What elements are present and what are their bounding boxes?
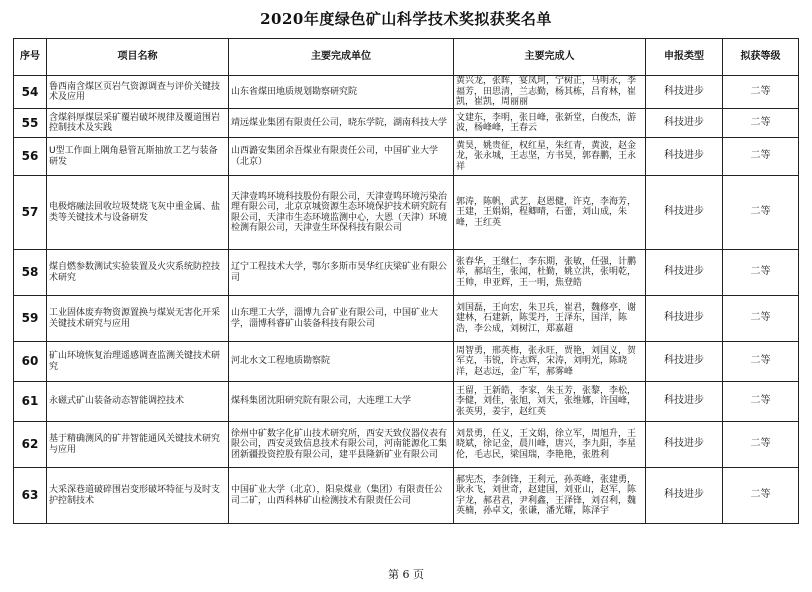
row-number: 59 [14,296,47,342]
completion-people: 张春华，王继仁，李东期，张敏，任强，计鹏举，郝培生，张闻，杜勤，姚立洪，张明乾，王帅，申亚辉，王一明，焦登皓 [454,250,646,296]
project-name: 煤自燃参数测试实验装置及火灾系统防控技术研究 [47,250,229,296]
project-name: 鲁西南含煤区页岩气资源调查与评价关键技术及应用 [47,76,229,109]
completion-people: 郭涛，陈帆，武艺，赵恩健，许克，李海芳，王建，王娟娟，程卿晴，石蕾，刘山成，朱峰，王红英 [454,176,646,250]
table-row [14,176,799,250]
row-number: 63 [14,468,47,524]
award-level: 二等 [723,176,799,250]
completion-people: 刘国磊，王向宏，朱卫兵，崔君，魏修亭，谢建林，石建新，陈雯丹，王泽东，国洋，陈浩，李公成，刘树江，郑嘉超 [454,296,646,342]
award-table [13,38,799,524]
header-org: 主要完成单位 [229,39,454,76]
completion-units: 天津壹鸣环境科技股份有限公司，天津壹鸣环境污染治理有限公司，北京京城资源生态环境保护技术研究院有限公司，天津市生态环境监测中心，大恩（天津）环境检测有限公司，天津壹生环保科技有限公司 [229,176,454,250]
header-level: 拟获等级 [723,39,799,76]
completion-people: 周智勇，邢英梅，张永旺，贾艳，刘国义，贺军克，韦锐，许志辉，宋涛，刘明光，陈晓洋，赵志远，金广军，郝雾峰 [454,342,646,382]
completion-units: 山西潞安集团余吾煤业有限责任公司，中国矿业大学（北京） [229,138,454,176]
project-name: 大采深巷道破碎围岩变形破坏特征与及时支护控制技术 [47,468,229,524]
header-no: 序号 [14,39,47,76]
row-number: 56 [14,138,47,176]
header-type: 申报类型 [646,39,723,76]
award-level: 二等 [723,138,799,176]
project-name: 工业固体废弃物资源置换与煤炭无害化开采关键技术研究与应用 [47,296,229,342]
completion-units: 煤科集团沈阳研究院有限公司，大连理工大学 [229,382,454,422]
award-level: 二等 [723,382,799,422]
completion-units: 山东省煤田地质规划勘察研究院 [229,76,454,109]
award-level: 二等 [723,296,799,342]
award-type: 科技进步 [646,76,723,109]
award-type: 科技进步 [646,296,723,342]
completion-units: 中国矿业大学（北京），阳泉煤业（集团）有限责任公司二矿，山西科林矿山检测技术有限责任公司 [229,468,454,524]
award-type: 科技进步 [646,138,723,176]
project-name: 矿山环境恢复治理遥感调查监测关键技术研究 [47,342,229,382]
table-row [14,468,799,524]
completion-units: 靖远煤业集团有限责任公司，晓东学院，湖南科技大学 [229,109,454,138]
award-type: 科技进步 [646,468,723,524]
award-level: 二等 [723,109,799,138]
award-level: 二等 [723,422,799,468]
award-level: 二等 [723,342,799,382]
project-name: 电极熔融法回收垃圾焚烧飞灰中重金属、盐类等关键技术与设备研发 [47,176,229,250]
row-number: 55 [14,109,47,138]
table-row [14,296,799,342]
award-type: 科技进步 [646,176,723,250]
completion-units: 辽宁工程技术大学，鄂尔多斯市昊华红庆梁矿业有限公司 [229,250,454,296]
project-name: U型工作面上隅角悬管瓦斯抽放工艺与装备研发 [47,138,229,176]
table-row [14,382,799,422]
table-row [14,342,799,382]
award-level: 二等 [723,468,799,524]
project-name: 永磁式矿山装备动态智能调控技术 [47,382,229,422]
award-type: 科技进步 [646,250,723,296]
project-name: 含煤斜厚煤层采矿覆岩破坏规律及覆道围岩控制技术及实践 [47,109,229,138]
award-level: 二等 [723,76,799,109]
page-number: 第 6 页 [388,568,424,581]
row-number: 61 [14,382,47,422]
row-number: 54 [14,76,47,109]
award-level: 二等 [723,250,799,296]
header-people: 主要完成人 [454,39,646,76]
award-type: 科技进步 [646,342,723,382]
page-title: 2020年度绿色矿山科学技术奖拟获奖名单 [260,10,552,28]
table-row [14,76,799,109]
header-project: 项目名称 [47,39,229,76]
award-type: 科技进步 [646,422,723,468]
completion-units: 河北水文工程地质勘察院 [229,342,454,382]
completion-units: 山东理工大学，淄博九合矿业有限公司，中国矿业大学，淄博科睿矿山装备科技有限公司 [229,296,454,342]
project-name: 基于精确测风的矿井智能通风关键技术研究与应用 [47,422,229,468]
table-row [14,109,799,138]
table-row [14,250,799,296]
completion-people: 王留，王新皓，李家，朱玉芳，张黎，李松，李健，刘佳，张旭，刘天，张维娜，许国峰，张英男，姜宇，赵红英 [454,382,646,422]
row-number: 62 [14,422,47,468]
completion-people: 郝宪杰，李剑锋，王利元，孙英峰，张建勇，耿永飞，刘世奇，赵建国，刘亚山，赵军，陈宇龙，郝君君，尹利鑫，王泽锋，刘召利，魏英楠，孙卓文，张谦，潘光耀，陈泽宇 [454,468,646,524]
row-number: 60 [14,342,47,382]
row-number: 58 [14,250,47,296]
table-header-row [14,39,799,76]
award-type: 科技进步 [646,109,723,138]
row-number: 57 [14,176,47,250]
completion-people: 黄昊，姚贵征，权红星，朱红青，黄波，赵金龙，张永城，王志坚，方书昊，郭春鹏，王永祥 [454,138,646,176]
award-type: 科技进步 [646,382,723,422]
completion-people: 文建东，李明，张日峰，张新堂，白俊杰，游波，杨峰峰，王春云 [454,109,646,138]
completion-units: 徐州中矿数字化矿山技术研究所，西安天致仪器仪表有限公司，西安灵致信息技术有限公司，河南能源化工集团新疆投资控股有限公司，建平县隆新矿业有限公司 [229,422,454,468]
table-row [14,138,799,176]
completion-people: 黄兴龙，张晖，宴凤珂，宁树正，马明永，李福芳，田思清，兰志勤，杨其栋，吕育林，崔凯，崔凯，周丽丽 [454,76,646,109]
completion-people: 刘景勇，任义，王文娟，徐立军，周旭升，王晓斌，徐记金，晨川峰，唐兴，李九阳，李星伦，毛志民，梁国瑞，李艳艳，张胜利 [454,422,646,468]
table-row [14,422,799,468]
